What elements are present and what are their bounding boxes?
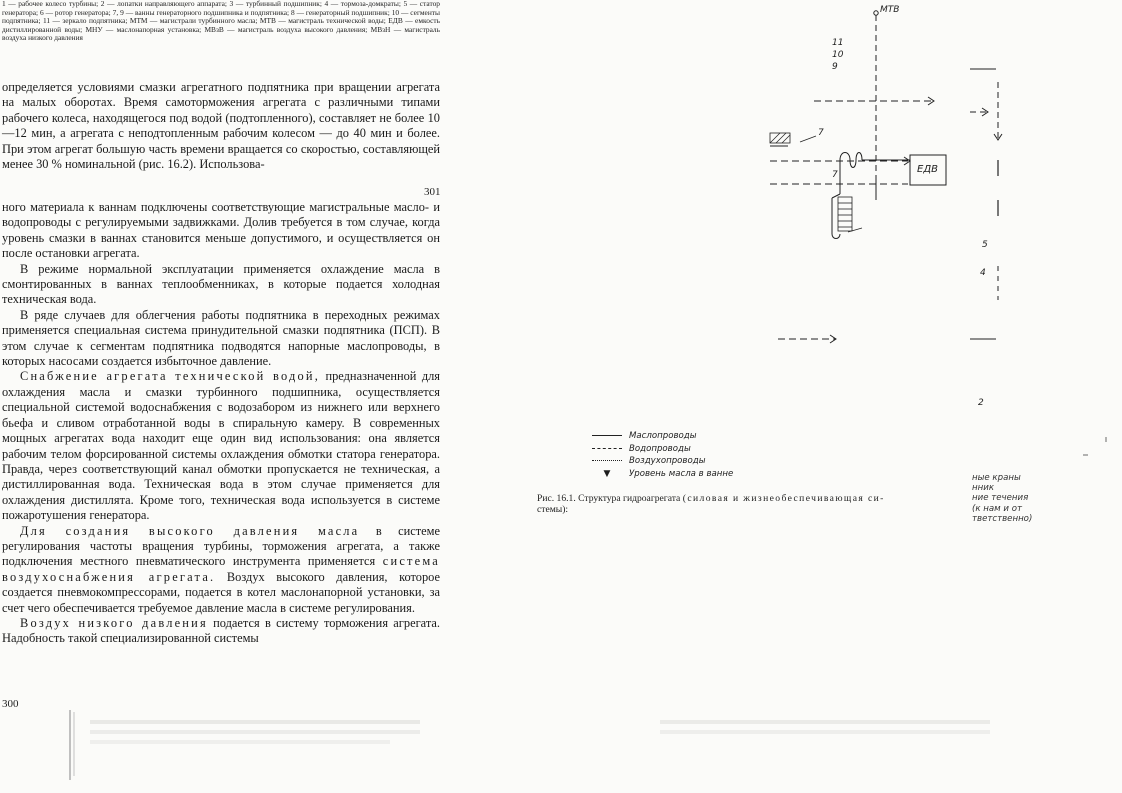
label-10: 10 <box>832 50 844 60</box>
side-note-3: ние течения <box>972 493 1029 504</box>
figure-legend-caption: 1 — рабочее колесо турбины; 2 — лопатки направляющего аппарата; 3 — турбинный подшипник; 4 — тормоза-домкраты; 5 — статор генератора; 6 — ротор генератора; 7, 9 — ванны генераторного подшипника и подпятника; 8 — генераторный подшипник; 10 — сегменты подпятника; 11 — зеркало подпятника; МТМ — магистрали турбинного масла; МТВ — магистраль технической воды; ЕДВ — емкость дистиллированной воды; МНУ — маслонапорная установка; МВзВ — магистраль воздуха высокого давления; МВзН — магистраль воздуха низкого давления <box>2 0 440 43</box>
body-text-upper <box>2 80 440 172</box>
figcap-end: стемы): <box>537 504 569 515</box>
legend-row-water <box>592 443 812 456</box>
oil-level-triangle-icon: ▼ <box>603 468 611 479</box>
figcap-prefix: Рис. 16.1. Структура гидроагрегата <box>537 493 681 504</box>
mtv-valve-icon <box>874 11 878 15</box>
label-4: 4 <box>980 268 986 278</box>
paragraph-6-system: система воздухоснабжения агрегата. <box>2 554 440 584</box>
legend-dashdot-line <box>592 460 622 462</box>
side-note-4: (к нам и от <box>972 503 1022 514</box>
legend-dashed-line <box>592 448 622 450</box>
body-text-lower <box>2 200 440 647</box>
figcap-paren: (силовая и жизнеобеспечивающая си- <box>682 493 885 504</box>
legend-label-air: Воздухопроводы <box>629 456 706 467</box>
paragraph-7-lead: Воздух низкого давления <box>20 615 208 630</box>
paragraph-5-rest: предназначенной для охлаждения масла и смазки турбинного подшипника, осуществляется специальной системой водоснабжения с водозабором из нижнего или верхнего бьефа и сливом отработанной воды в спиральную камеру. В современных мощных агрегатах вода находит еще один вид использования: она является рабочим телом форсированной системы охлаждения обмотки статора генератора. Правда, через соответствующий канал обмотки пропускается не техническая, а дистиллированная вода. Техническая вода в этом случае применяется для охлаждения дистиллята. Кроме того, техническая вода используется в системе пожаротушения генератора. <box>2 369 441 523</box>
label-9: 9 <box>832 62 838 72</box>
paragraph-2: ного материала к ваннам подключены соответствующие магистральные масло- и водопроводы с регулируемыми задвижками. Долив требуется в том случае, когда уровень смазки в ваннах становится меньше допустимого, и осуществляется он после остановки агрегата. <box>2 200 440 261</box>
legend-label-level: Уровень масла в ванне <box>629 468 734 479</box>
label-5: 5 <box>982 240 988 250</box>
legend-row-air <box>592 455 812 468</box>
radiator-element <box>838 197 852 231</box>
leader-line-7a <box>800 136 816 142</box>
paragraph-6-mid: в системе регулирования частоты вращения турбины, торможения агрегата, а также подключения местного пневматического инструмента применяется <box>2 523 440 569</box>
side-notes <box>972 473 1112 524</box>
legend-row-level <box>592 468 812 481</box>
legend-label-oil: Маслопроводы <box>629 431 697 442</box>
diagram-legend <box>592 430 812 480</box>
paragraph-7-rest: подается в систему торможения агрегата. Надобность такой специализированной системы <box>2 615 441 646</box>
label-11: 11 <box>832 38 844 48</box>
side-note-5: тветственно) <box>972 513 1033 524</box>
paragraph-1: определяется условиями смазки агрегатного подпятника при вращении агрегата на малых оборотах. Время самоторможения агрегата с различными типами рабочего колеса, находящегося под водой (подтопленного), составляет не более 10—12 мин, а агрегата с неподтопленным рабочим колесом — до 40 мин и более. При этом агрегат большую часть времени вращается со скоростью, составляющей менее 30 % номинальной (рис. 16.2). Использова- <box>2 80 440 172</box>
figure-caption <box>537 493 977 515</box>
label-edv: ЕДВ <box>917 164 938 175</box>
paragraph-4: В ряде случаев для облегчения работы подпятника в переходных режимах применяется специальная система принудительной смазки подпятника (ПСП). В этом случае к сегментам подпятника подводятся напорные маслопроводы, в которых насосами создается избыточное давление. <box>2 307 440 369</box>
paragraph-5-lead: Снабжение агрегата технической водой, <box>20 369 321 384</box>
heat-exchanger-coil <box>840 153 862 168</box>
side-note-2: нник <box>972 483 995 494</box>
legend-row-oil <box>592 430 812 443</box>
paragraph-6 <box>2 524 440 616</box>
label-mtv: МТВ <box>880 5 900 15</box>
label-2: 2 <box>978 398 984 408</box>
legend-solid-line <box>592 435 622 437</box>
label-7a: 7 <box>818 128 824 138</box>
page-number-301: 301 <box>424 186 441 198</box>
page-number-300: 300 <box>2 698 19 710</box>
paragraph-3: В режиме нормальной эксплуатации применяется охлаждение масла в смонтированных в ваннах теплообменниках, в которые подается холодная техническая вода. <box>2 261 440 307</box>
side-note-1: ные краны <box>972 473 1021 483</box>
legend-label-water: Водопроводы <box>629 443 691 454</box>
paragraph-5 <box>2 369 440 523</box>
paragraph-7 <box>2 616 440 647</box>
bleed-through-shadow <box>0 700 1122 793</box>
paragraph-6-lead: Для создания высокого давления масла <box>20 523 360 538</box>
paragraph-6-rest: Воздух высокого давления, которое создается пневмокомпрессорами, подается в котел маслонапорной установки, за счет чего обеспечивается требуемое давление масла в системе регулирования. <box>2 569 440 615</box>
label-7b: 7 <box>832 170 838 180</box>
